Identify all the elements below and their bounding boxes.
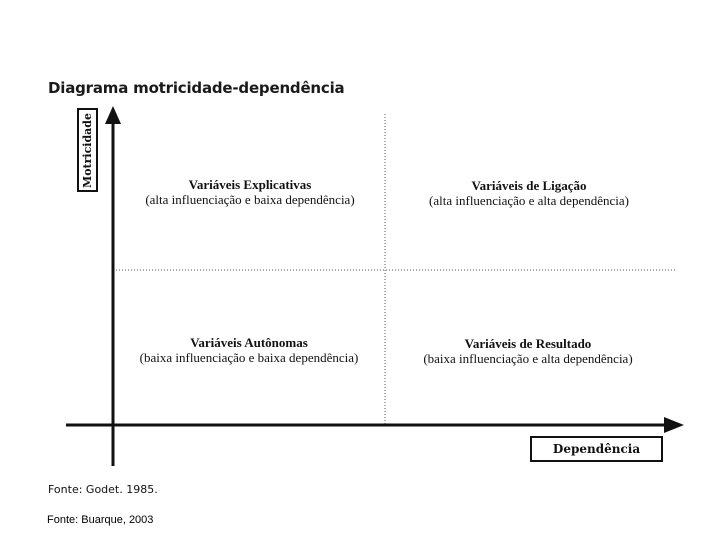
- quadrant-top-right: [398, 178, 660, 208]
- quadrant-title: Variáveis de Ligação: [471, 178, 587, 193]
- quadrant-subtitle: (alta influenciação e baixa dependência): [145, 192, 355, 207]
- slide-source: Fonte: Buarque, 2003: [47, 514, 154, 526]
- x-axis-label-box: [530, 436, 663, 462]
- y-axis-arrowhead: [105, 106, 121, 124]
- quadrant-title: Variáveis Autônomas: [190, 335, 308, 350]
- y-axis-label: Motricidade: [81, 112, 94, 188]
- y-axis-label-box: [77, 108, 98, 192]
- x-axis-label: Dependência: [552, 442, 641, 456]
- quadrant-subtitle: (baixa influenciação e baixa dependência): [139, 350, 359, 365]
- quadrant-bottom-left: [108, 335, 390, 365]
- quadrant-bottom-right: [392, 336, 664, 366]
- quadrant-top-left: [110, 177, 390, 207]
- diagram-title: Diagrama motricidade-dependência: [48, 79, 345, 97]
- figure-source: Fonte: Godet. 1985.: [48, 483, 158, 496]
- quadrant-title: Variáveis Explicativas: [188, 177, 312, 192]
- x-axis-arrowhead: [664, 417, 684, 433]
- quadrant-title: Variáveis de Resultado: [464, 336, 592, 351]
- quadrant-subtitle: (alta influenciação e alta dependência): [429, 193, 629, 208]
- quadrant-subtitle: (baixa influenciação e alta dependência): [423, 351, 633, 366]
